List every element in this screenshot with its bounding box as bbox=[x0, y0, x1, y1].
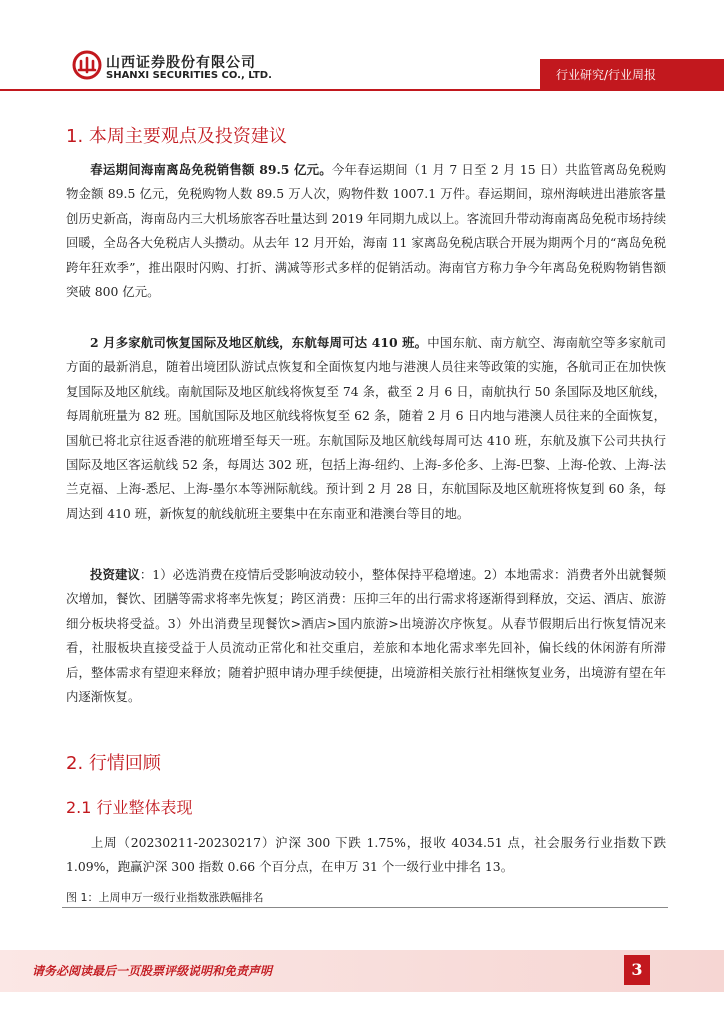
figure-caption: 图 1：上周申万一级行业指数涨跌幅排名 bbox=[66, 891, 264, 904]
page-header bbox=[0, 0, 724, 96]
paragraph-body: ：1）必选消费在疫情后受影响波动较小，整体保持平稳增速。2）本地需求：消费者外出就餐频次增加，餐饮、团膳等需求将率先恢复；跨区消费：压抑三年的出行需求将逐渐得到释放，交运、酒店、旅游细分板块将受益。3）外出消费呈现餐饮>酒店>国内旅游>出境游次序恢复。从春节假期后出行恢复情况来看，社服板块直接受益于人员流动正常化和社交重启，差旅和本地化需求率先回补，偏长线的休闲游有所滞后，整体需求有望迎来释放；随着护照申请办理手续便捷，出境游相关旅行社相继恢复业务，出境游有望在年内逐渐恢复。 bbox=[66, 567, 666, 705]
page-number: 3 bbox=[631, 960, 643, 979]
page-number-box bbox=[624, 955, 650, 985]
section-1-title: 1. 本周主要观点及投资建议 bbox=[66, 126, 287, 147]
footer-disclaimer: 请务必阅读最后一页股票评级说明和免责声明 bbox=[32, 964, 273, 978]
figure-divider bbox=[62, 907, 668, 908]
company-name-en: SHANXI SECURITIES CO., LTD. bbox=[106, 70, 272, 81]
header-divider bbox=[0, 89, 724, 91]
company-name-cn: 山西证券股份有限公司 bbox=[106, 55, 256, 71]
page-footer bbox=[0, 950, 724, 992]
paragraph-body: 今年春运期间（1 月 7 日至 2 月 15 日）共监管离岛免税购物金额 89.5 亿元，免税购物人数 89.5 万人次，购物件数 1007.1 万件。春运期间，琼州海峡进出港旅客量创历史新高，海南岛内三大机场旅客吞吐量达到 2019 年同期九成以上。客流回升带动海南离岛免税市场持续回暖，全岛各大免税店人头攒动。从去年 12 月开始，海南 11 家离岛免税店联合开展为期两个月的“离岛免税跨年狂欢季”，推出限时闪购、打折、满减等形式多样的促销活动。海南官方称力争今年离岛免税购物销售额突破 800 亿元。 bbox=[66, 162, 666, 300]
subsection-2-1-title: 2.1 行业整体表现 bbox=[66, 798, 193, 817]
paragraph-lead: 2 月多家航司恢复国际及地区航线，东航每周可达 410 班。 bbox=[90, 335, 428, 350]
shanxi-securities-logo-icon bbox=[72, 50, 102, 80]
paragraph-airline-routes bbox=[66, 331, 666, 526]
paragraph-hainan-duty-free bbox=[66, 158, 666, 304]
section-2-title: 2. 行情回顾 bbox=[66, 753, 161, 774]
paragraph-lead: 投资建议 bbox=[90, 567, 140, 582]
paragraph-body: 上周（20230211-20230217）沪深 300 下跌 1.75%，报收 4034.51 点，社会服务行业指数下跌 1.09%，跑赢沪深 300 指数 0.66 个百分点，在申万 31 个一级行业中排名 13。 bbox=[66, 835, 666, 875]
report-type-label: 行业研究/行业周报 bbox=[556, 68, 657, 82]
paragraph-lead: 春运期间海南离岛免税销售额 89.5 亿元。 bbox=[90, 162, 332, 177]
paragraph-body: 中国东航、南方航空、海南航空等多家航司方面的最新消息，随着出境团队游试点恢复和全面恢复内地与港澳人员往来等政策的实施，各航司正在加快恢复国际及地区航线。南航国际及地区航线将恢复至 74 条，截至 2 月 6 日，南航执行 50 条国际及地区航线，每周航班量为 82 班。国航国际及地区航线将恢复至 62 条，随着 2 月 6 日内地与港澳人员往来的全面恢复，国航已将北京往返香港的航班增至每天一班。东航国际及地区航线每周可达 410 班，东航及旗下公司共执行国际及地区客运航线 52 条，每周达 302 班，包括上海-纽约、上海-多伦多、上海-巴黎、上海-伦敦、上海-法兰克福、上海-悉尼、上海-墨尔本等洲际航线。预计到 2 月 28 日，东航国际及地区航班将恢复到 60 条，每周达到 410 班，新恢复的航线航班主要集中在东南亚和港澳台等目的地。 bbox=[66, 335, 666, 521]
paragraph-market-review bbox=[66, 831, 666, 880]
paragraph-investment-advice bbox=[66, 563, 666, 709]
